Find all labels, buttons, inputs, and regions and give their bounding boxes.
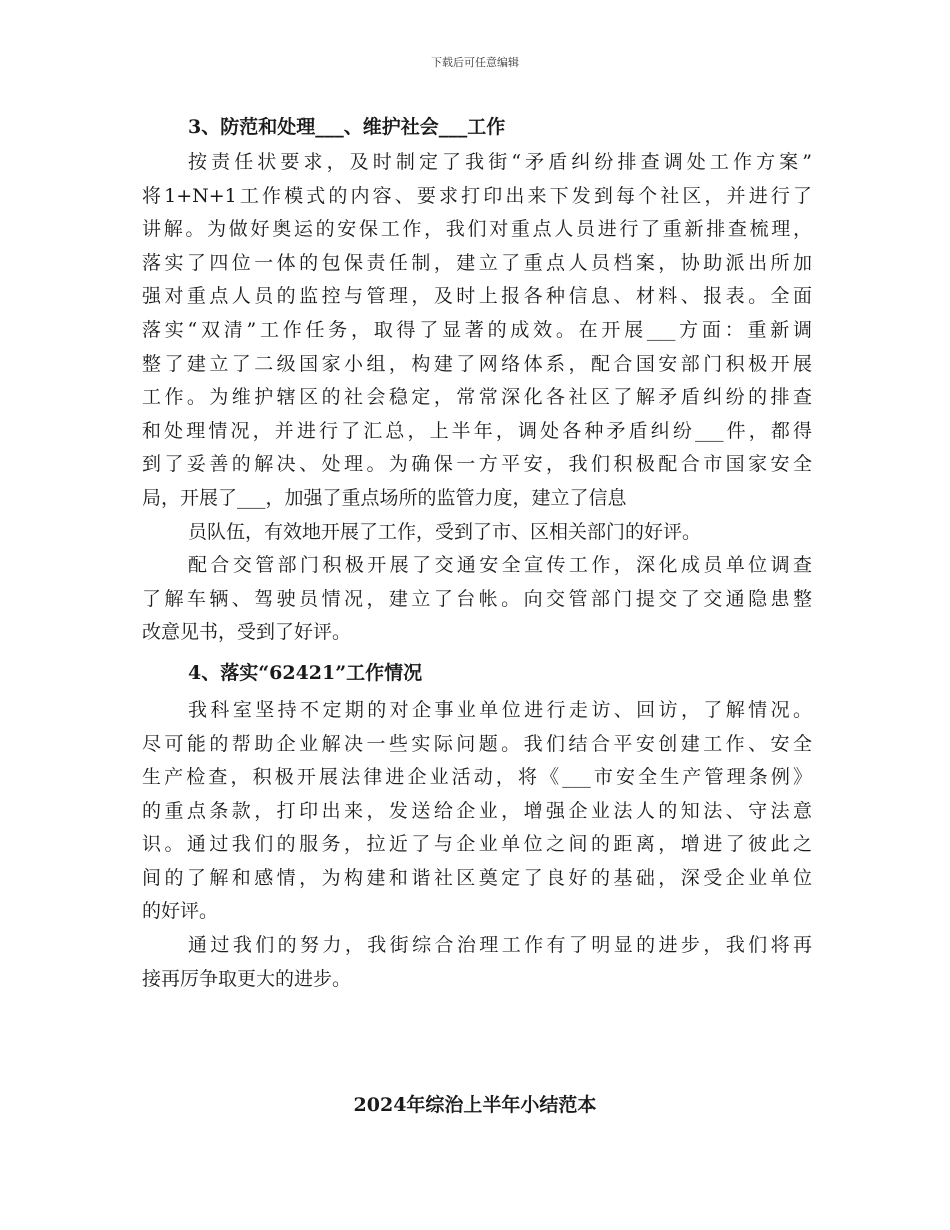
text-line: 的重点条款，打印出来，发送给企业，增强企业法人的知法、守法意 — [142, 799, 812, 822]
text-line: 到了妥善的解决、处理。为确保一方平安，我们积极配合市国家安全 — [142, 453, 812, 476]
text-line: 局，开展了___，加强了重点场所的监管力度，建立了信息 — [142, 486, 627, 509]
document-title: 2024年综治上半年小结范本 — [353, 1094, 597, 1116]
section-4-paragraph-2 — [142, 929, 812, 996]
text-line: 配合交管部门积极开展了交通安全宣传工作，深化成员单位调查 — [188, 554, 812, 577]
text-line: 按责任状要求，及时制定了我街“矛盾纠纷排查调处工作方案” — [188, 151, 812, 173]
text-line: 接再厉争取更大的进步。 — [142, 967, 352, 990]
document-body — [142, 108, 812, 996]
text-line: 生产检查，积极开展法律进企业活动，将《___市安全生产管理条例》 — [142, 766, 812, 789]
text-line: 员队伍，有效地开展了工作，受到了市、区相关部门的好评。 — [188, 520, 702, 543]
text-line: 落实了四位一体的包保责任制，建立了重点人员档案，协助派出所加 — [142, 251, 812, 274]
text-line: 讲解。为做好奥运的安保工作，我们对重点人员进行了重新排查梳理， — [142, 218, 812, 241]
text-line: 强对重点人员的监控与管理，及时上报各种信息、材料、报表。全面 — [142, 285, 812, 308]
text-line: 工作。为维护辖区的社会稳定，常常深化各社区了解矛盾纠纷的排查 — [142, 386, 812, 409]
page-header-note: 下载后可任意编辑 — [431, 56, 519, 69]
text-line: 的好评。 — [142, 900, 219, 923]
text-line: 尽可能的帮助企业解决一些实际问题。我们结合平安创建工作、安全 — [142, 732, 812, 755]
text-line: 通过我们的努力，我街综合治理工作有了明显的进步，我们将再 — [188, 934, 812, 957]
text-line: 间的了解和感情，为构建和谐社区奠定了良好的基础，深受企业单位 — [142, 866, 812, 889]
text-line: 和处理情况，并进行了汇总，上半年，调处各种矛盾纠纷___件，都得 — [142, 419, 812, 442]
section-3-paragraph-2 — [142, 516, 812, 550]
section-4-heading: 4、落实“62421”工作情况 — [188, 661, 423, 684]
section-3-paragraph-1 — [142, 146, 812, 516]
text-line: 识。通过我们的服务，拉近了与企业单位之间的距离，增进了彼此之 — [142, 833, 812, 856]
section-3-heading: 3、防范和处理___、维护社会___工作 — [188, 116, 506, 138]
section-3-paragraph-3 — [142, 549, 812, 650]
text-line: 了解车辆、驾驶员情况，建立了台帐。向交管部门提交了交通隐患整 — [142, 587, 812, 610]
text-line: 落实“双清”工作任务，取得了显著的成效。在开展___方面：重新调 — [142, 318, 812, 341]
text-line: 整了建立了二级国家小组，构建了网络体系，配合国安部门积极开展 — [142, 352, 812, 375]
text-line: 我科室坚持不定期的对企事业单位进行走访、回访，了解情况。 — [188, 698, 812, 721]
text-line: 将1+N+1工作模式的内容、要求打印出来下发到每个社区，并进行了 — [142, 184, 812, 207]
text-line: 改意见书，受到了好评。 — [142, 621, 352, 644]
section-4-paragraph-1 — [142, 694, 812, 929]
